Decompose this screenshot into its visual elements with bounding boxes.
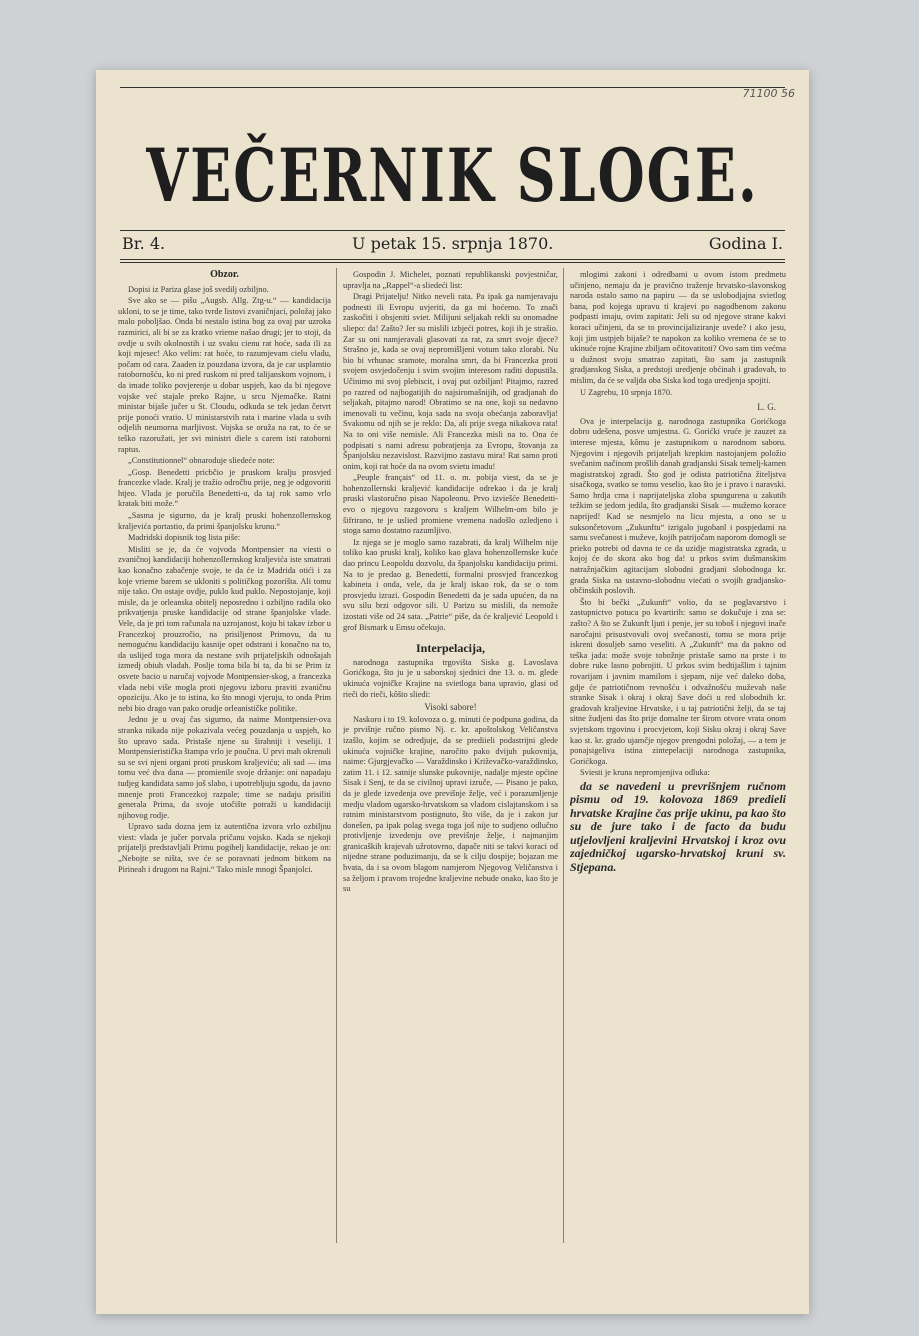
- paragraph: „Sasma je sigurno, da je kralj pruski hohenzollernskog kraljevića portastio, da primi španjolsku krunu.“: [118, 511, 331, 531]
- paragraph: Jedno je u ovaj čas sigurno, da naime Montpensier-ova stranka nikada nije pokazivala većeg pouzdanja u uspjeh, ko što upravo sada. Pristaše njene su širahniji i veseliji. I Montpensieristička štampa vrlo je poučna. U prvi mah okrenuli su se svi njeni organi proti pruskom kraljeviću; ali sad — ima tomu već dva dana — promienile svoje držanje: oni napadaju tudjeg kandidata samo još slabo, i upotrebljuju sgodu, da javno mnenje proti Francezkoj razpale; time se nadaju prisiliti generala Prima, da svoje utočište potraži u kandidaciji njihovog rodje.: [118, 715, 331, 820]
- paragraph: Misliti se je, da će vojvoda Montpensier na viesti o zvaničnoj kandidaciji hohenzollernskog kraljevića iste smatrati kao konačno zabačenje svoje, te da će iz Madrida otići i za koje vrieme barem se ukloniti s političkog pozorišta. Ali tomu nije tako. On ostaje ovdje, puklo kud puklo. Nepostojanje, koji misle, da je orleanska obitelj neposredno i ozbiljno radila oko prikvatjenja pruske kandidacije od strane španjolske vlade. Vele, da je pri tom računala na uzrojanost, koju bi takav izbor u Francezkoj prouzročio, na prisiljenost Primovu, da tu nemogućnu kandidaciju kasnije opet odstrani i konačno na to, da uslijed toga mora da nestane svih prijateljskih odnošajah izmedj obiuh vladah. Poslje toma bila bi ta, da bi se Prim iz osvete bacio u naručaj vojvode Montpensier-skog, a francezka vlada nebi više mogla proti njegovu izboru praviti zvaničnu opoziciju. Ako je to istina, ko što mnogi vjeruju, to onda Prim nebi bio drago van pako orudje orleanističke politike.: [118, 544, 331, 713]
- salutation: Visoki sabore!: [424, 702, 477, 713]
- resolution-demand: da se navedeni u prevrišnjem ručnom pismu od 19. kolovoza 1869 predieli hrvatske Krajine čas prije ukinu, pa kao što su de jure tako i de facto da budu utjelovljeni kraljevini Hrvatskoj i kroz ovu zajedničkoj ugarsko-hrvatskoj kruni sv. Stjepana.: [570, 778, 786, 874]
- issue-year: Godina I.: [708, 234, 783, 253]
- paragraph: narodnoga zastupnika trgovišta Siska g. Lavoslava Gorićkoga, što ju je u saborskoj sjednici dne 13. o. m. glede ukinuća vojničke Krajine na svietloga bana upravio, glasi od rieči do rieči, kôšto sliedi:: [343, 657, 558, 699]
- column-separator: [563, 268, 564, 1243]
- signature: L. G.: [757, 402, 776, 413]
- archive-handwritten-note: 71100 56: [742, 87, 795, 100]
- dateline: [122, 234, 783, 258]
- paragraph: Što bi bečki „Zukunft“ volio, da se poglavarstvo i zastupnictvo potuca po kvartirih: samo se dokučuje i zna se: zašto? A što se Zukunft ljuti i penje, jer su toboš i njegovi inače naročajni prisustvovali ovoj svečanosti, tomu se mora prije iskreni dosuljeb samo veseliti. A „Zukunft“ ma da pakno od teška jada: može svoje tobožnje pristaše samo na prste i to dobre ruke lasno pobrojiti. U prkos svim bedtijašlim i tajnim rovarijam i javnim mamilom i sjepam, nije već daleko doba, gdje će patriotičnom revnošću i odvažnošću muževah naše stranke Sisak i okraj i okraj Save doći u red slobodnih kr. gradovah kraljevine Hrvatske, i u taj patriotični želji, da se taj sitne žudjeni das što prije domalne ter širom otvore vrata onom svjetskom trgovinu i procvjetom, koji Sisku okraj i okraj Save kao st. kr. grado ujamčje njegov prengodni položaj, — a tem je ponajsigeliva istina zintepelaciji narodnoga zastupnika, Gorićkoga.: [570, 597, 786, 766]
- column-separator: [336, 268, 337, 1243]
- paragraph: Upravo sada dozna jem iz autentična izvora vrlo ozbiljnu viest: vlada je jučer porvala pričanu vojsko. Kada se njekoji prijatelji predstavljali Primu pogibelj kandidacije, rekao je on: „Nebojte se ništa, sve će se poravnati jednom bitkom na Pirineah i drugom na Rajni.“ Tako misle mnogi Španjolci.: [118, 822, 331, 874]
- section-heading-obzor: Obzor.: [210, 270, 239, 280]
- issue-number: Br. 4.: [122, 234, 166, 253]
- paragraph: „Gosp. Benedetti pricbčio je pruskom kralju prosvjed francezke vlade. Kralj je tražio odročbu prije, neg je odgovoriti htjeo. Vlada je poručila Benedetti-u, da taj rok samo vrlo kratak biti može.“: [118, 467, 331, 509]
- top-rule: [120, 87, 785, 88]
- column-2: [343, 270, 558, 1230]
- paragraph: Naskoro i to 19. kolovoza o. g. minuti će podpuna godina, da je prvišnje ručno pismo Nj. c. kr. apoštolskog Veličanstva izašlo, kojim se odredjuje, da se prediieli podastrijni glede ukinuća vojničke krajine, naročito pako dvijuh pukovnija, naime: Gjurgjevačko — Varaždinsko i Križevačko-varaždinsko, zatim 11. i 12. satnije slunske pukovnije, nadalje mjeste općine Sisak i Senj, te da se civilnoj upravi izruče, — Pisano je pako, da je glede izvedenja ove previšnje želje, već i porazumljenje medju vladom ugarsko-hrvatskom sa vladom cislajtanskom i sa ratnim ministarstvom postignuto, što više, da je i zakon jur donešen, pa ipak polag svega toga još nije to sudjeno odlučno protivljenje izvedenju ove previšnje želje, i najmanjim granicaških krajevah užrotovrno, dapače niti se takvi koraci od nijedne strane poduzimanju, da se k cilju dospije; bojazan me hvata, da i sa ovom blagom namjerom Njegovog Veličanstva i sa željom i pravom trojedne kraljevine nebude onako, kao što je su: [343, 714, 558, 894]
- paragraph: Dragi Prijatelju! Nitko neveli rata. Pa ipak ga namjeravaju podnesti ili Evropu uvjeriti, da ga mi hoćemo. To znači zaskočiti i obsjeniti sviet. Milijuni seljakah rekli su onomadne sliepo: da! Zašto? Jer su mislili izbjeći potres, koji ih je strašio. Zar su oni namjeravali glasovati za rat, za smrt svoje djece? Strašno je, kada se ovaj nepromišljeni votum tako zlorabi. Nu bio bi vrhunac sramote, moralna smrt, da bi Francezka proti svojem osvjedočenju i svim svojim interesom raditi dopustila. Učinimo mi svoj plebiscit, i ovaj put ozbiljan! Pitajmo, razred po razred od najbogatijih do najsiromašnijih, od gradjanah do seljakah, pitajmo narod! Obratimo se na one, koji su nedavno imenovali tu večinu, koja sada na svoja obećanja zaboravlja! Svakomu od njih se je reklo: Da, ali prije svega nikakova rata! Na to oni više nemisle. Ali Francezka misli na to. Ona će podpisati s nami adresu pobratjenja za Evropu, štovanja za Španjolsku nezavislost. Razvijmo zastavu mira! Rat samo proti onim, koji rat hoće da na ovom svietu imadu!: [343, 292, 558, 471]
- column-3: [570, 270, 786, 1230]
- paragraph: mlogimi zakoni i odredbami u ovom istom predmetu učinjeno, nemaju da je pravično traženje hrvatsko-slavonskog naroda ostalo samo na papiru — da se uslobodjajna svietlog bana, pod kojega upravu ti krajevi po nagodbenom zakonu podpasti imaju, ovim zapitati: Jeli su od njegove strane kakvi koraci učinjeni, da se to provincijaliziranje uvede? i ako jesu, koji jim ustpjeh bijaše? te napokon za koliko vremena će se to ukinuće rojne Krajine zbiljam očitovatitoti? Ovo sam tim većma u dužnost svoju smatrao zapitati, što sam ja zastupnik gradjanskog Siska, a predstoji uredjenje obćinah i gradovah, to mislim, da će se valjda oba Siska kod toga uredjenja spojiti.: [570, 270, 786, 385]
- paragraph: Iz njega se je moglo samo razabrati, da kralj Wilhelm nije toliko kao pruski kralj, koliko kao glava hohenzollernske kuće dao princu Leopoldu dozvolu, da španjolsku kandidaciju primi. Na to je predao g. Benedetti, formalni prosvjed francezkog kabineta i onda, vele, da je kralj iskao rok, da se o tom prosvjedu izrazi. Gospodin Benedetti da je sada upućen, da na svu silu brzi odgovor sili. U Parizu su mislili, da nemože izostati više od 24 sata. „Patrie“ piše, da će kraljević Leopold i grof Bismark u Emsu očekujo.: [343, 537, 558, 632]
- column-1: [118, 270, 331, 1230]
- paragraph: Madridski dopisnik tog lista piše:: [128, 533, 241, 543]
- dateline-rule: [120, 259, 785, 260]
- issue-date: U petak 15. srpnja 1870.: [352, 234, 554, 253]
- newspaper-page: [96, 70, 809, 1314]
- place-date-line: U Zagrebu, 10 srpnja 1870.: [580, 387, 673, 397]
- dateline-rule-second: [120, 262, 785, 263]
- paragraph: Gospodin J. Michelet, poznati republikanski povjestničar, upravlja na „Rappel“-a sliedeći list:: [343, 270, 558, 290]
- paragraph: Ova je interpelacija g. narodnoga zastupnika Gorićkoga dobro udešena, posve umjestna. G. Gorićki vruće je zauzet za interese mjesta, kômu je zastupnikom u narodnom saboru. Njegovim i njegovih prijateljah krepkim nastojanjem položio svečanim načinom prošlih danah gradjanski Sisak temelj-kamen magistratskoj zgradi. Što god je odista patriotična žiteljstva sisačkoga, svatko se tomu veselio, kao što je i pravo i naravski. Samo hrdja crna i naprijateljska zloba spungurena u zakutih težkim se jedom jedila, što gradjanski Sisak — mužemo korace naprijed! Kad se nesmjelo na licu mjesta, a ono se u suksončetovom „Zukunftu“ izrigalo jugobanl i pospjedami na samu svečanost i muževe, kojih patrijočam naporom domogli se prieko potrebi od davna te ce da uzidje magistratska zgrada, u kojoj će do skora ako bog da! u prkos svim dušmanskim natražnjačkim agitacijam slobodni gradjani slobodnoga kr. grada Siska na ustavno-slobodnu viećati o svojih gradjansko-občinskih poslovih.: [570, 416, 786, 596]
- paragraph: Sve ako se — pišu „Augsb. Allg. Ztg-u.“ — kandidacija ukloni, to se je time, tako tvrde listovi zvaničnjaci, položaj jako malo poboljšao. Onda bi nestalo istina bog za ovaj par uzroka razmirici, ali bi se za kratko vrieme našao drugi; jer to stoji, da ovdje u svih okolnostih i uz svaku cienu rat hoće, sada ili za koji mjesec! Ako velim: rat hoće, to razumjevam cielu vladu, počam od cara. Zaaden iz pouzdana izvora, da je car usplamtio ratobornošću, ko ni pred ruskom ni pred talijanskom vojnom, i da imade toliko povjerenje u dobar uspjeh, kao da bi njegove vojske već stajale preko Rajne, u srcu Njemačke. Ratni ministar bijaše jučer u St. Cloudu, odkuda se tek jedan četvrt prije ponoći vratio. U ministarstvih rata i marine vlada u svih odjelih neumorna marljivost. Vojska se oruža na rat, to će se teško razoružati, jer svi ministri diele s carem isti ratoborni raptus.: [118, 296, 331, 454]
- paragraph: Dopisi iz Pariza glase još svedilj ozbiljno.: [128, 284, 269, 294]
- paragraph: Sviesti je kruna nepromjenjiva odluka:: [580, 768, 710, 778]
- paragraph: „Peuple français“ od 11. o. m. pobija viest, da se je hohenzollernski kraljević kandidacije odrekao i da je kralj pruski vlastoručno pisao Napoleonu. Prvo izviešće Benedetti-evo o njegovu razgovoru s kraljem Wilhelm-om bilo je šifrirano, te je uslied promiene vremena nadošlo ozledjeno i stoga samo dostatno razumljivo.: [343, 473, 558, 536]
- paragraph: „Constitutionnel“ obnaroduje sliedeće note:: [128, 456, 275, 466]
- section-heading-interpelacija: Interpelacija,: [416, 641, 485, 656]
- masthead-title: VEČERNIK SLOGE.: [146, 132, 759, 219]
- masthead-rule: [120, 230, 785, 231]
